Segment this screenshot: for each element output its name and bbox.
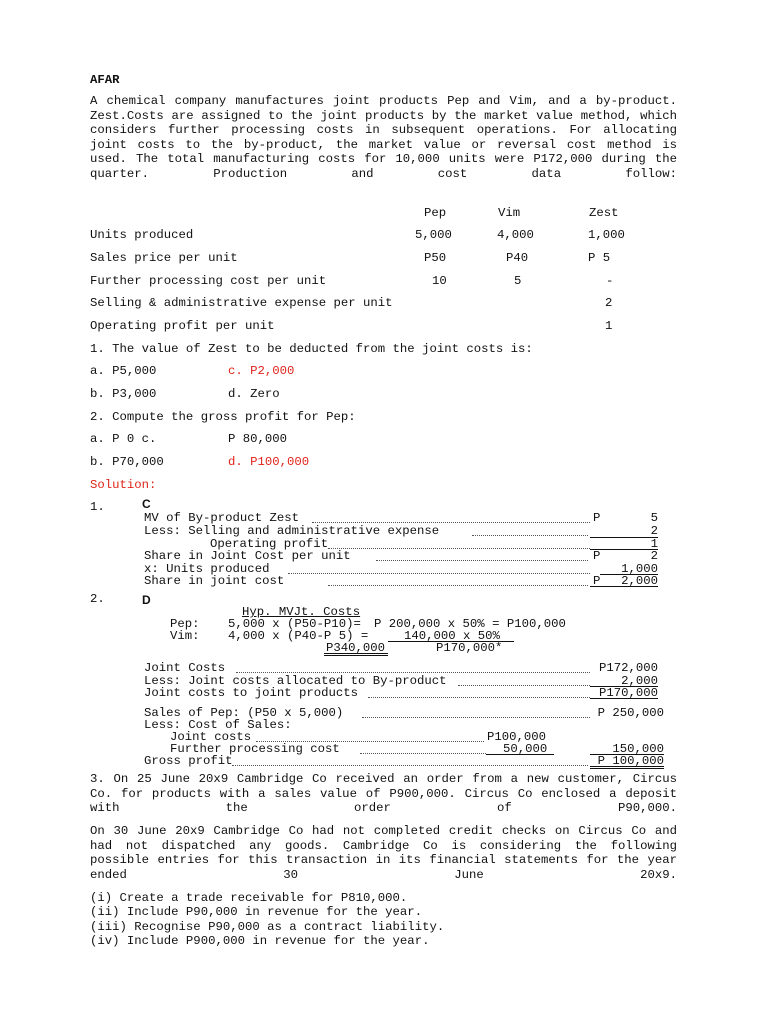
solution-1-letter: C	[142, 497, 151, 511]
table-cell: 5,000	[415, 228, 452, 242]
table-cell: 1,000	[588, 228, 625, 242]
leader-dots	[328, 585, 588, 586]
sol1-row-label: Less: Selling and administrative expense	[144, 524, 440, 538]
table-row-label: Sales price per unit	[90, 251, 238, 265]
table-row-label: Operating profit per unit	[90, 319, 275, 333]
table-row-label: Selling & administrative expense per unit	[90, 296, 393, 310]
leader-dots	[232, 765, 588, 766]
jc-row-value: 2,000	[621, 674, 658, 688]
table-header-zest: Zest	[589, 206, 619, 220]
fpc-value: 50,000	[503, 742, 548, 756]
cos-label: Less: Cost of Sales:	[144, 718, 292, 732]
sol1-row-label: x: Units produced	[144, 562, 270, 576]
pep-hyp-alloc: P 200,000 x 50% = P100,000	[374, 617, 566, 631]
cos-jc-label: Joint costs	[170, 730, 252, 744]
q3-option: (ii) Include P90,000 in revenue for the year.	[90, 905, 423, 919]
solution-label: Solution:	[90, 478, 157, 492]
leader-dots	[328, 548, 590, 549]
q3-option: (iii) Recognise P90,000 as a contract liability.	[90, 920, 445, 934]
fpc-total: 150,000	[612, 742, 664, 756]
q1-option-d: d. Zero	[228, 387, 280, 401]
question-1: 1. The value of Zest to be deducted from the joint costs is:	[90, 342, 533, 356]
sol1-row-prefix: P	[593, 511, 601, 525]
q1-option-a: a. P5,000	[90, 364, 157, 378]
sol1-row-label: Share in joint cost	[144, 574, 285, 588]
sol1-row-value: 1,000	[621, 562, 658, 576]
table-cell: -	[606, 274, 614, 288]
alloc-total: P170,000*	[436, 641, 503, 655]
q2-option-c: P 80,000	[228, 432, 288, 446]
table-cell: 1	[605, 319, 613, 333]
q2-option-d-answer: d. P100,000	[228, 455, 310, 469]
fpc-label: Further processing cost	[170, 742, 340, 756]
leader-dots	[472, 535, 588, 536]
jc-row-label: Less: Joint costs allocated to By-product	[144, 674, 447, 688]
sol1-row-label: Operating profit	[210, 537, 329, 551]
pep-label: Pep:	[170, 617, 200, 631]
table-cell: 10	[432, 274, 447, 288]
gp-value: P 100,000	[597, 754, 664, 768]
solution-2-number: 2.	[90, 592, 105, 606]
vim-calc: 4,000 x (P40-P 5) =	[228, 629, 369, 643]
jc-row-value: P170,000	[598, 686, 658, 700]
underline	[324, 655, 388, 656]
jc-row-label: Joint costs to joint products	[144, 686, 359, 700]
sol1-row-label: Share in Joint Cost per unit	[144, 549, 351, 563]
intro-paragraph: A chemical company manufactures joint products Pep and Vim, and a by-product. Zest.Costs are assigned to the joint products by the market value method, which considers further processing costs in subsequent operations. For allocating joint costs to the by-product, the market value or reversal cost method is used. The total manufacturing costs for 10,000 units were P172,000 during the quarter. Production and cost data follow:	[90, 94, 677, 181]
table-cell: 5	[514, 274, 522, 288]
leader-dots	[312, 522, 590, 523]
q2-option-b: b. P70,000	[90, 455, 164, 469]
leader-dots	[362, 717, 590, 718]
table-cell: P 5	[588, 251, 611, 265]
question-3-paragraph: 3. On 25 June 20x9 Cambridge Co received an order from a new customer, Circus Co. for products with a sales value of P900,000. Circus Co enclosed a deposit with the order of P90,000.	[90, 772, 677, 816]
vim-label: Vim:	[170, 629, 200, 643]
sol1-row-value: 1	[650, 537, 658, 551]
table-cell: P40	[506, 251, 529, 265]
table-cell: 2	[605, 296, 613, 310]
underline	[590, 768, 664, 769]
jc-row-label: Joint Costs	[144, 661, 226, 675]
leader-dots	[236, 672, 590, 673]
solution-1-number: 1.	[90, 500, 105, 514]
q1-option-c-answer: c. P2,000	[228, 364, 295, 378]
q3-option: (iv) Include P900,000 in revenue for the year.	[90, 934, 430, 948]
table-header-pep: Pep	[424, 206, 447, 220]
sol1-row-value: 5	[650, 511, 658, 525]
leader-dots	[376, 560, 588, 561]
q1-option-b: b. P3,000	[90, 387, 157, 401]
jc-row-value: P172,000	[598, 661, 658, 675]
sol1-row-value: 2	[650, 524, 658, 538]
leader-dots	[360, 753, 486, 754]
leader-dots	[368, 697, 590, 698]
q2-option-a: a. P 0 c.	[90, 432, 157, 446]
sol1-row-value: 2	[650, 549, 658, 563]
table-cell: P50	[424, 251, 447, 265]
gp-label: Gross profit	[144, 754, 233, 768]
pep-calc: 5,000 x (P50-P10)=	[228, 617, 361, 631]
table-row-label: Units produced	[90, 228, 194, 242]
underline	[324, 653, 388, 654]
sol1-row-prefix: P	[593, 549, 601, 563]
table-row-label: Further processing cost per unit	[90, 274, 327, 288]
sol1-row-label: MV of By-product Zest	[144, 511, 299, 525]
hyp-header: Hyp. MVJt. Costs	[242, 605, 361, 619]
cos-jc-value: P100,000	[487, 730, 547, 744]
table-header-vim: Vim	[498, 206, 521, 220]
leader-dots	[288, 573, 590, 574]
vim-hyp-alloc: 140,000 x 50%	[404, 629, 500, 643]
q3-option: (i) Create a trade receivable for P810,000.	[90, 891, 408, 905]
solution-2-letter: D	[142, 593, 151, 607]
hyp-total: P340,000	[326, 641, 386, 655]
sol1-row-prefix: P	[593, 574, 601, 588]
sales-value: P 250,000	[597, 706, 664, 720]
underline	[590, 766, 664, 767]
sales-label: Sales of Pep: (P50 x 5,000)	[144, 706, 344, 720]
sol1-row-value: 2,000	[621, 574, 658, 588]
question-3-context: On 30 June 20x9 Cambridge Co had not completed credit checks on Circus Co and had not dispatched any goods. Cambridge Co is considering the following possible entries for this transaction in its financial statements for the year ended 30 June 20x9.	[90, 824, 677, 882]
page-heading: AFAR	[90, 73, 120, 87]
leader-dots	[458, 685, 590, 686]
table-cell: 4,000	[497, 228, 534, 242]
question-2: 2. Compute the gross profit for Pep:	[90, 410, 356, 424]
